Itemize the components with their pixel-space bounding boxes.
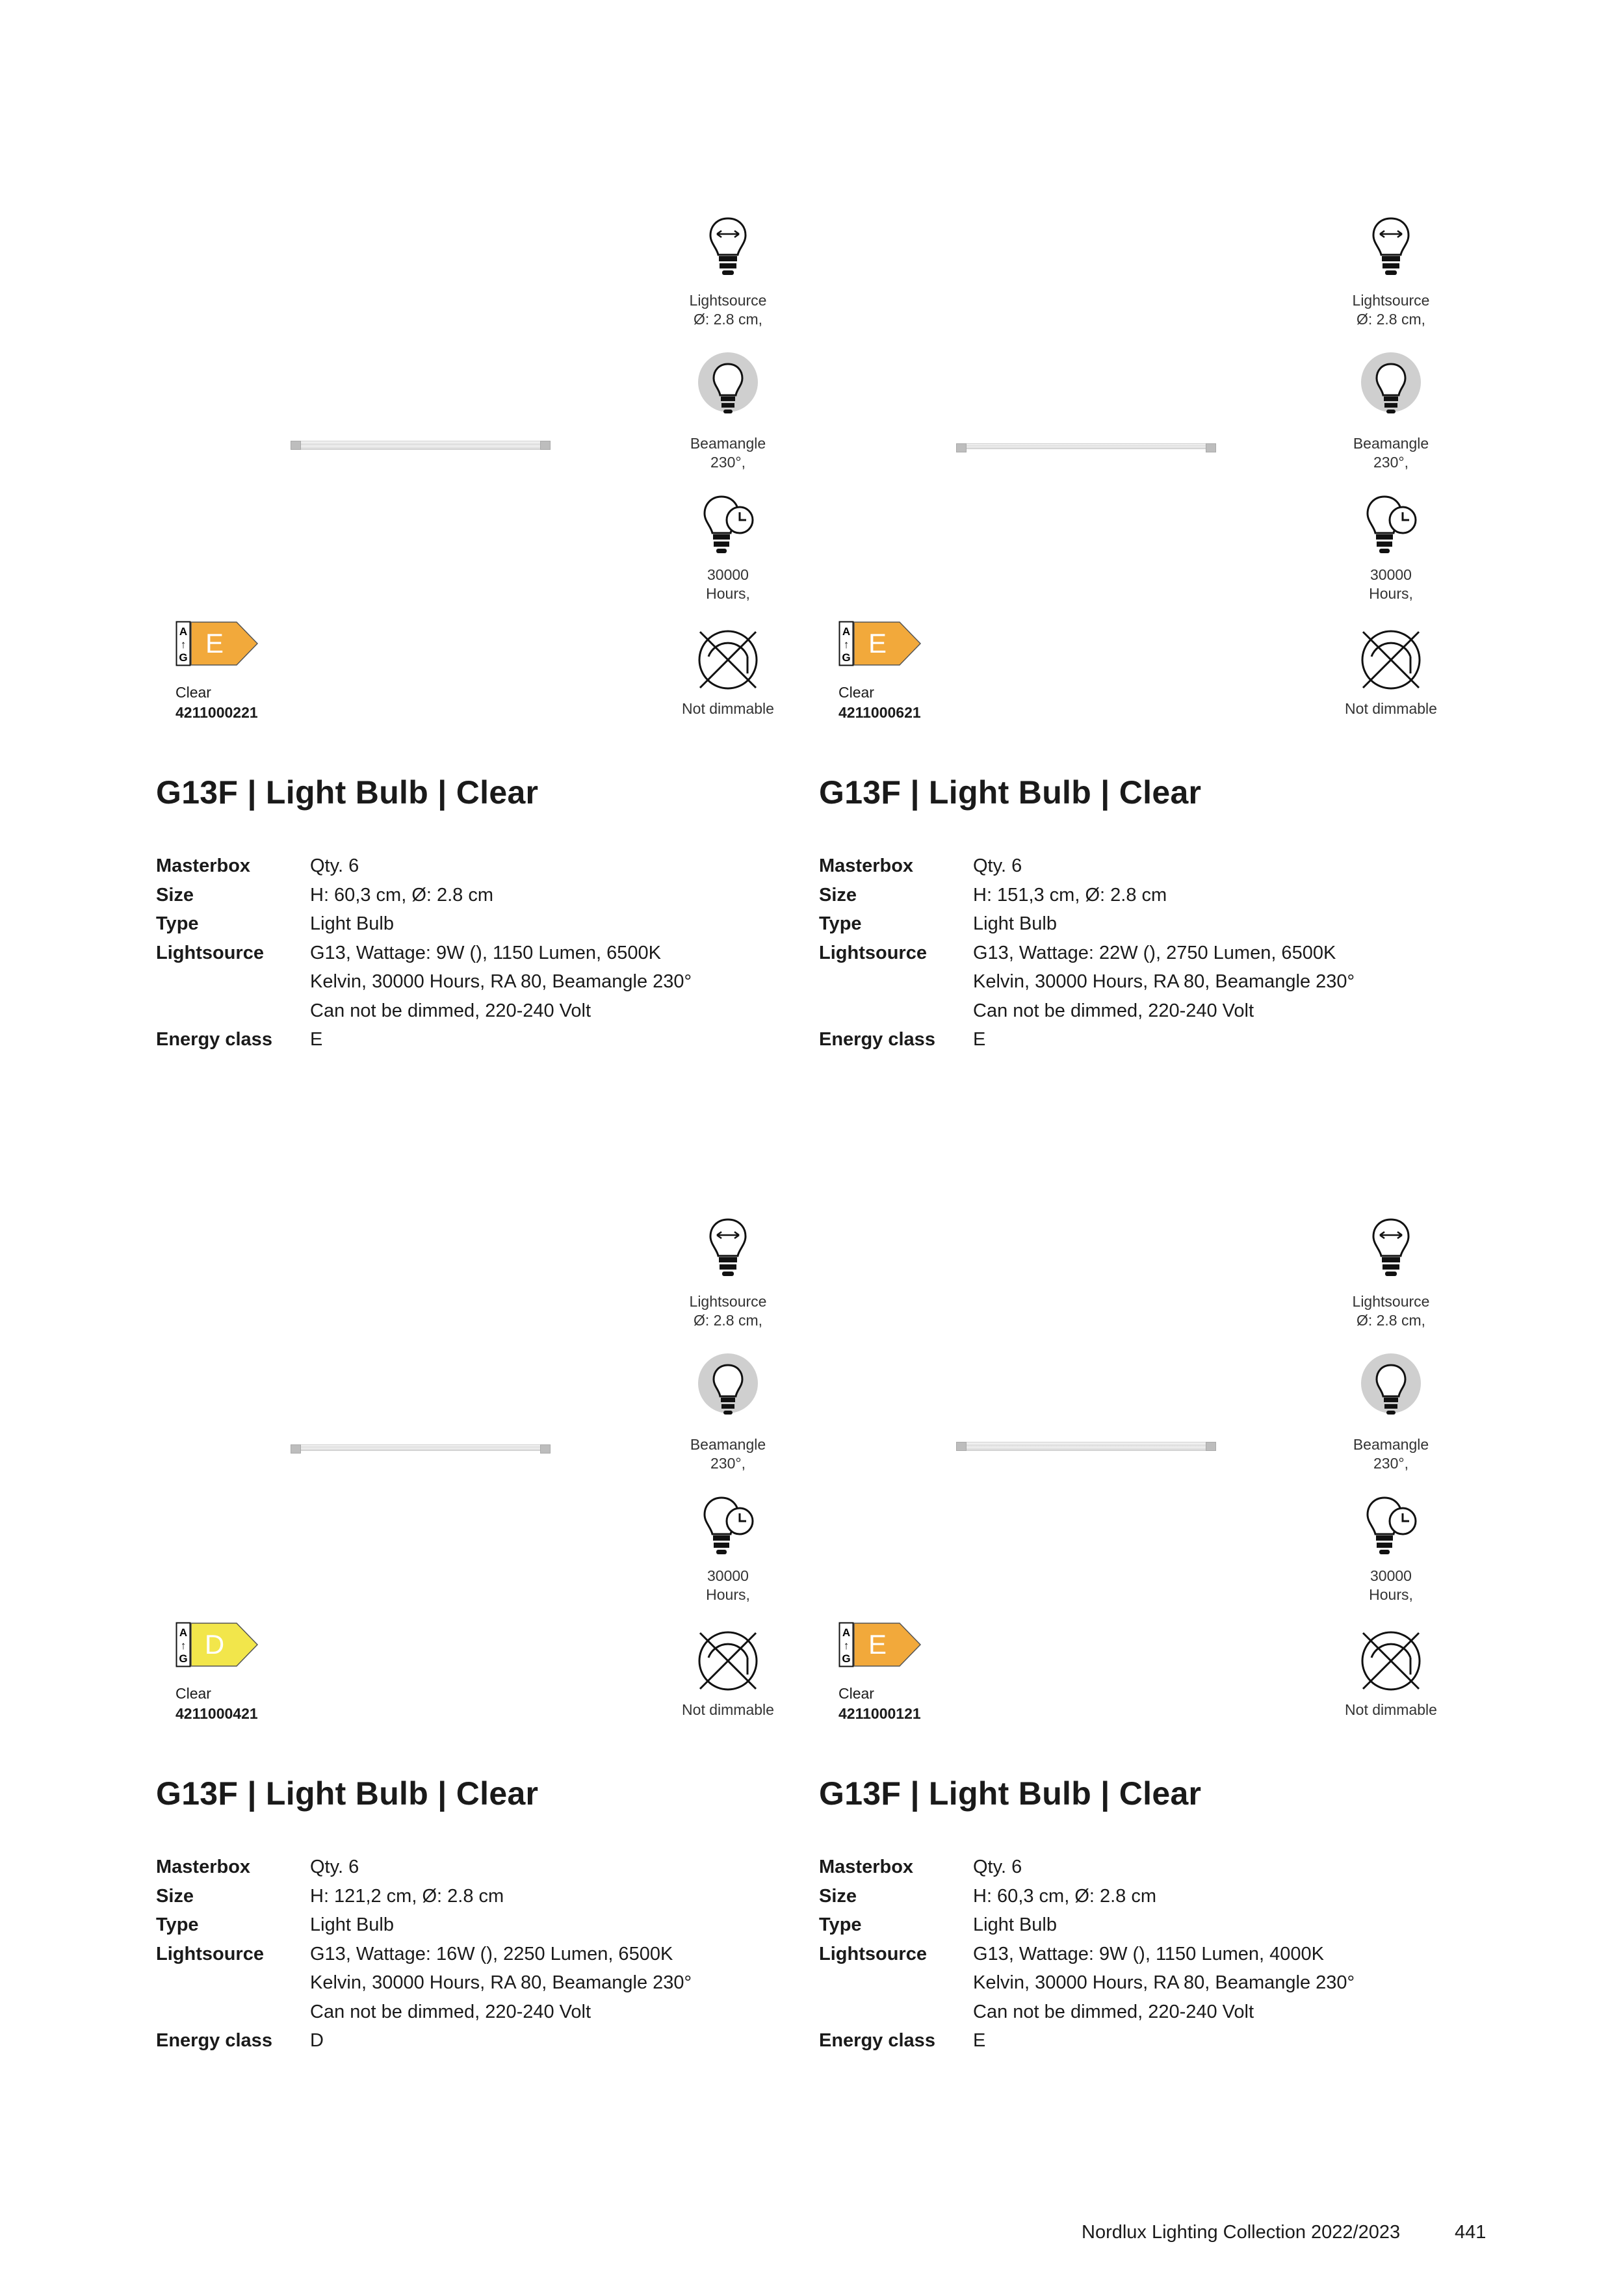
not-dimmable-icon: [1355, 1625, 1427, 1697]
energy-label-icon: [838, 621, 923, 666]
spec-row: Type Light Bulb: [819, 1914, 1057, 1935]
spec-row: Lightsource G13, Wattage: 16W (), 2250 Lumen, 6500K Kelvin, 30000 Hours, RA 80, Beamangle 230° Can not be dimmed, 220-240 Volt: [156, 1943, 692, 2022]
spec-row: Masterbox Qty. 6: [156, 1857, 359, 1877]
spec-row: Size H: 121,2 cm, Ø: 2.8 cm: [156, 1885, 504, 1907]
energy-caption: [175, 1684, 258, 1724]
product-title: G13F | Light Bulb | Clear: [156, 774, 539, 811]
spec-table: [819, 1853, 1355, 2055]
svg-text:A: A: [842, 1626, 851, 1639]
svg-text:A: A: [179, 625, 188, 638]
not-dimmable-label: Not dimmable: [1345, 1701, 1437, 1718]
product-card: [0, 0, 774, 1050]
spec-row: Energy class E: [819, 1029, 986, 1050]
energy-label-icon: [175, 621, 260, 666]
lightsource-label: Lightsource Ø: 2.8 cm,: [1352, 292, 1430, 328]
product-title: G13F | Light Bulb | Clear: [819, 1775, 1202, 1812]
spec-row: Masterbox Qty. 6: [156, 855, 359, 876]
product-code: 4211000121: [838, 1705, 921, 1722]
spec-table: [156, 1853, 692, 2055]
spec-row: Type Light Bulb: [156, 913, 394, 934]
energy-label-icon: [175, 1622, 260, 1667]
tube-image: [292, 441, 549, 450]
beamangle-label: Beamangle 230°,: [690, 1436, 766, 1472]
spec-row: Size H: 60,3 cm, Ø: 2.8 cm: [156, 884, 494, 906]
spec-row: Energy class E: [156, 1029, 323, 1050]
svg-text:G: G: [179, 1652, 188, 1665]
finish-label: Clear: [175, 1685, 211, 1702]
finish-label: Clear: [838, 684, 874, 701]
product-code: 4211000621: [838, 704, 921, 721]
lightsource-label: Lightsource Ø: 2.8 cm,: [689, 292, 767, 328]
spec-row: Energy class E: [819, 2030, 986, 2051]
energy-caption: [838, 683, 921, 723]
lifetime-hours-label: 30000 Hours,: [1369, 566, 1413, 602]
svg-text:E: E: [868, 1629, 887, 1660]
beamangle-label: Beamangle 230°,: [690, 435, 766, 471]
lifetime-hours-icon: [1358, 493, 1423, 564]
lifetime-hours-icon: [1358, 1494, 1423, 1565]
not-dimmable-icon: [1355, 624, 1427, 696]
lightsource-label: Lightsource Ø: 2.8 cm,: [689, 1293, 767, 1329]
page-number: 441: [1455, 2222, 1487, 2243]
lifetime-hours-label: 30000 Hours,: [1369, 1567, 1413, 1603]
energy-label-icon: [838, 1622, 923, 1667]
spec-row: Lightsource G13, Wattage: 9W (), 1150 Lumen, 4000K Kelvin, 30000 Hours, RA 80, Beamangle 230° Can not be dimmed, 220-240 Volt: [819, 1943, 1355, 2022]
spec-row: Type Light Bulb: [819, 913, 1057, 934]
product-card: [663, 0, 1437, 1050]
tube-image: [958, 443, 1214, 449]
svg-text:↑: ↑: [180, 1639, 187, 1652]
footer-collection: Nordlux Lighting Collection 2022/2023: [1082, 2222, 1401, 2243]
tube-image: [292, 1444, 549, 1451]
spec-row: Size H: 151,3 cm, Ø: 2.8 cm: [819, 884, 1167, 906]
svg-text:G: G: [179, 651, 188, 664]
spec-row: Masterbox Qty. 6: [819, 1857, 1022, 1877]
not-dimmable-label: Not dimmable: [682, 700, 774, 717]
spec-row: Size H: 60,3 cm, Ø: 2.8 cm: [819, 1885, 1157, 1907]
beamangle-icon: [1358, 350, 1423, 428]
lightsource-diameter-icon: [1368, 215, 1414, 286]
lifetime-hours-label: 30000 Hours,: [706, 566, 750, 602]
finish-label: Clear: [175, 684, 211, 701]
beamangle-icon: [1358, 1351, 1423, 1429]
beamangle-label: Beamangle 230°,: [1353, 1436, 1429, 1472]
energy-caption: [175, 683, 258, 723]
lifetime-hours-label: 30000 Hours,: [706, 1567, 750, 1603]
svg-text:D: D: [204, 1629, 225, 1660]
product-title: G13F | Light Bulb | Clear: [819, 774, 1202, 811]
spec-row: Energy class D: [156, 2030, 324, 2051]
lightsource-label: Lightsource Ø: 2.8 cm,: [1352, 1293, 1430, 1329]
not-dimmable-label: Not dimmable: [682, 1701, 774, 1718]
energy-caption: [838, 1684, 921, 1724]
spec-row: Lightsource G13, Wattage: 9W (), 1150 Lumen, 6500K Kelvin, 30000 Hours, RA 80, Beamangle 230° Can not be dimmed, 220-240 Volt: [156, 942, 692, 1021]
svg-text:↑: ↑: [843, 638, 850, 651]
tube-image: [958, 1442, 1214, 1451]
svg-text:G: G: [842, 1652, 851, 1665]
svg-text:A: A: [179, 1626, 188, 1639]
svg-text:↑: ↑: [180, 638, 187, 651]
product-code: 4211000421: [175, 1705, 258, 1722]
svg-text:A: A: [842, 625, 851, 638]
product-title: G13F | Light Bulb | Clear: [156, 1775, 539, 1812]
spec-row: Lightsource G13, Wattage: 22W (), 2750 Lumen, 6500K Kelvin, 30000 Hours, RA 80, Beamangle 230° Can not be dimmed, 220-240 Volt: [819, 942, 1355, 1021]
svg-text:↑: ↑: [843, 1639, 850, 1652]
lightsource-diameter-icon: [1368, 1216, 1414, 1287]
product-card: [0, 1001, 774, 2051]
spec-row: Type Light Bulb: [156, 1914, 394, 1935]
spec-row: Masterbox Qty. 6: [819, 855, 1022, 876]
svg-text:G: G: [842, 651, 851, 664]
product-card: [663, 1001, 1437, 2051]
beamangle-label: Beamangle 230°,: [1353, 435, 1429, 471]
svg-text:E: E: [868, 628, 887, 659]
not-dimmable-label: Not dimmable: [1345, 700, 1437, 717]
finish-label: Clear: [838, 1685, 874, 1702]
product-code: 4211000221: [175, 704, 258, 721]
svg-text:E: E: [205, 628, 224, 659]
